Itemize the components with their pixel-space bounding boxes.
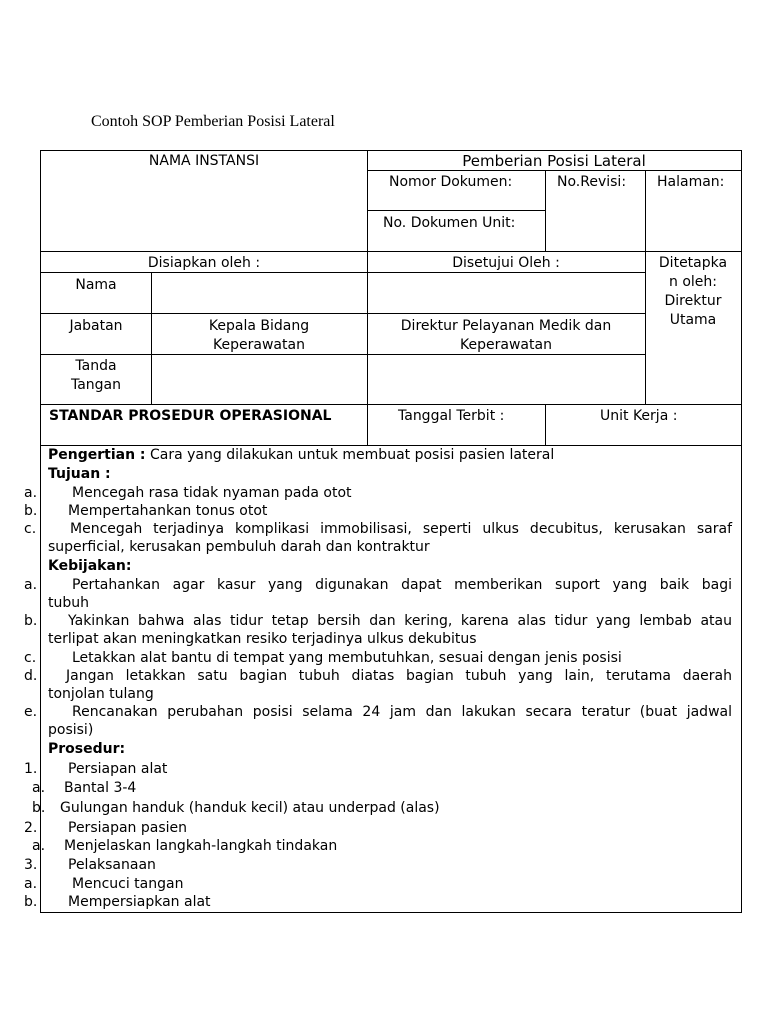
- list-marker: e.: [24, 704, 38, 720]
- list-marker: d.: [24, 668, 38, 684]
- divider: [41, 445, 741, 446]
- list-marker: b.: [24, 613, 38, 629]
- list-marker: c.: [24, 521, 37, 537]
- list-item: Persiapan alat: [68, 761, 168, 777]
- list-item: Gulungan handuk (handuk kecil) atau underpad (alas): [60, 800, 440, 816]
- divider: [41, 313, 645, 314]
- direktur-line: Keperawatan: [460, 337, 552, 353]
- list-item: Menjelaskan langkah-langkah tindakan: [64, 838, 338, 854]
- spo-label: STANDAR PROSEDUR OPERASIONAL: [49, 408, 332, 424]
- list-marker: 3.: [24, 857, 38, 873]
- divider: [545, 404, 546, 445]
- list-marker: c.: [24, 650, 37, 666]
- divider: [41, 251, 741, 252]
- divider: [645, 170, 646, 251]
- pengertian: [48, 447, 554, 463]
- tangan-line: Tangan: [70, 377, 122, 393]
- jabatan-line: Keperawatan: [213, 337, 305, 353]
- ditetapkan-line: Direktur: [664, 293, 722, 309]
- tanda-tangan-label: [41, 357, 151, 395]
- list-item: Mencegah rasa tidak nyaman pada otot: [72, 485, 352, 501]
- list-marker: b.: [24, 503, 38, 519]
- divider: [367, 210, 545, 211]
- list-marker: b.: [24, 894, 38, 910]
- list-item: Pertahankan agar kasur yang digunakan dapat memberikan suport yang baik bagi: [72, 577, 732, 593]
- nama-label: Nama: [75, 277, 117, 293]
- list-marker: 1.: [24, 761, 38, 777]
- direktur-line: Direktur Pelayanan Medik dan: [400, 318, 612, 334]
- list-marker: a.: [24, 577, 38, 593]
- list-marker: a.: [24, 485, 38, 501]
- kebijakan-label: Kebijakan:: [48, 558, 132, 574]
- prosedur-label: Prosedur:: [48, 741, 126, 757]
- pengertian-label: Pengertian :: [48, 447, 146, 463]
- instansi-label: NAMA INSTANSI: [148, 153, 260, 169]
- ditetapkan-label: [645, 254, 741, 330]
- list-marker: a.: [32, 838, 46, 854]
- list-item: Rencanakan perubahan posisi selama 24 jam dan lakukan secara teratur (buat jadwal: [72, 704, 732, 720]
- divider: [367, 404, 368, 445]
- unit-kerja-label: Unit Kerja :: [600, 408, 678, 424]
- disiapkan-label: Disiapkan oleh :: [147, 255, 261, 271]
- list-marker: 2.: [24, 820, 38, 836]
- list-item: Jangan letakkan satu bagian tubuh diatas bagian tubuh yang lain, terutama daerah: [66, 668, 732, 684]
- disetujui-label: Disetujui Oleh :: [452, 255, 560, 271]
- jabatan-label: Jabatan: [69, 318, 123, 334]
- list-marker: b.: [32, 800, 46, 816]
- list-item-cont: tubuh: [48, 595, 89, 611]
- list-item: Bantal 3-4: [64, 780, 137, 796]
- sop-heading: Pemberian Posisi Lateral: [462, 152, 646, 170]
- ditetapkan-line: n oleh:: [669, 274, 717, 290]
- list-item-cont: tonjolan tulang: [48, 686, 154, 702]
- list-item: Pelaksanaan: [68, 857, 156, 873]
- no-dokumen-unit-label: No. Dokumen Unit:: [383, 215, 516, 231]
- jabatan-value: [151, 317, 367, 355]
- halaman-label: Halaman:: [657, 174, 725, 190]
- list-item-cont: terlipat akan meningkatkan resiko terjadinya ulkus dekubitus: [48, 631, 477, 647]
- jabatan-line: Kepala Bidang: [208, 318, 310, 334]
- list-item: Mempertahankan tonus otot: [68, 503, 268, 519]
- pengertian-text: Cara yang dilakukan untuk membuat posisi pasien lateral: [149, 447, 555, 463]
- list-item-cont: posisi): [48, 722, 94, 738]
- ditetapkan-line: Ditetapka: [658, 255, 728, 271]
- direktur-value: [367, 317, 645, 355]
- document-title: Contoh SOP Pemberian Posisi Lateral: [91, 113, 335, 130]
- list-marker: a.: [24, 876, 38, 892]
- list-item: Yakinkan bahwa alas tidur tetap bersih dan kering, karena alas tidur yang lembab atau: [68, 613, 732, 629]
- divider: [41, 404, 741, 405]
- tanda-line: Tanda: [75, 358, 117, 374]
- list-item: Mempersiapkan alat: [68, 894, 211, 910]
- divider: [545, 170, 546, 251]
- tujuan-label: Tujuan :: [48, 466, 111, 482]
- no-revisi-label: No.Revisi:: [557, 174, 627, 190]
- list-item: Letakkan alat bantu di tempat yang membutuhkan, sesuai dengan jenis posisi: [72, 650, 622, 666]
- list-marker: a.: [32, 780, 46, 796]
- nomor-dokumen-label: Nomor Dokumen:: [389, 174, 513, 190]
- ditetapkan-line: Utama: [669, 312, 717, 328]
- list-item: Mencegah terjadinya komplikasi immobilisasi, seperti ulkus decubitus, kerusakan saraf: [70, 521, 732, 537]
- list-item: Persiapan pasien: [68, 820, 187, 836]
- list-item: Mencuci tangan: [72, 876, 184, 892]
- list-item-cont: superficial, kerusakan pembuluh darah dan kontraktur: [48, 539, 430, 555]
- tanggal-terbit-label: Tanggal Terbit :: [398, 408, 505, 424]
